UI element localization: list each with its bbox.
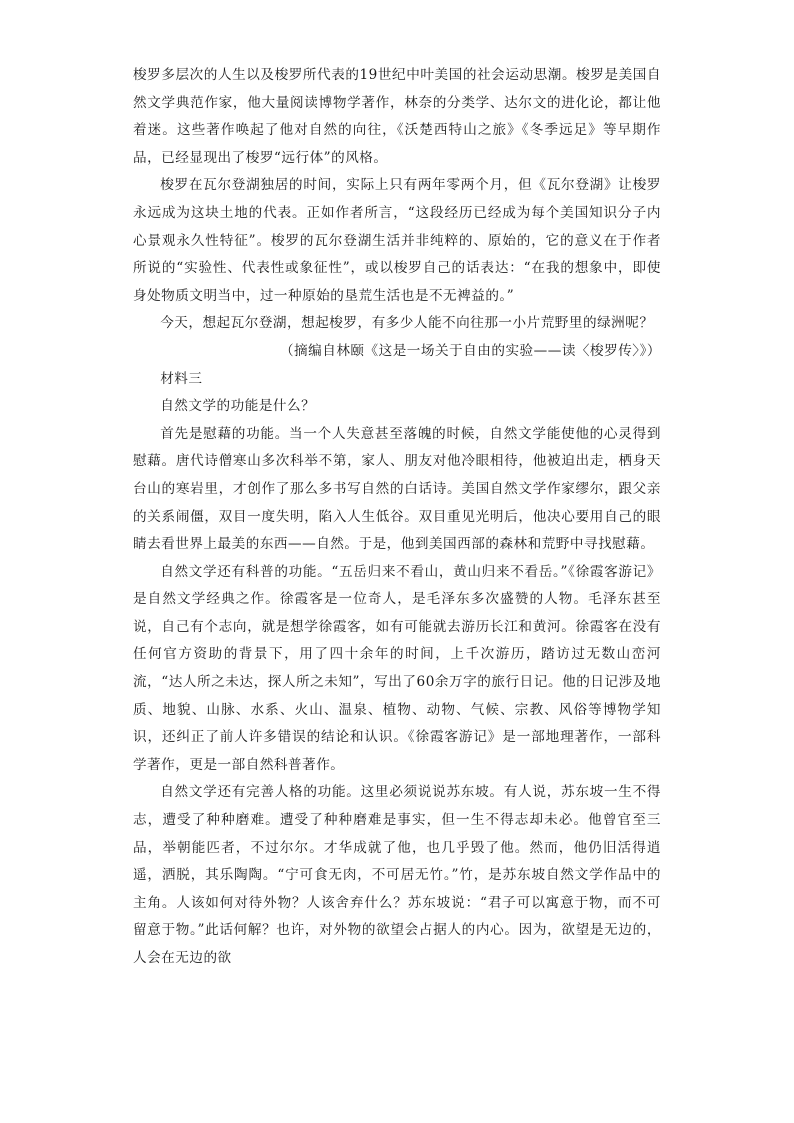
paragraph-question: 自然文学的功能是什么？ [160,398,316,415]
paragraph-walden-today: 今天，想起瓦尔登湖，想起梭罗，有多少人能不向往那一小片荒野里的绿洲呢？ [160,315,654,332]
section-heading-material-three: 材料三 [160,370,203,387]
paragraph-science: 自然文学还有科普的功能。“五岳归来不看山，黄山归来不看岳。”《徐霞客游记》是自然文学经典之作。徐霞客是一位奇人，是毛泽东多次盛赞的人物。毛泽东甚至说，自己有个志向，就是想学徐霞客，如有可能就去游历长江和黄河。徐霞客在没有任何官方资助的背景下，用了四十余年的时间，上千次游历，踏访过无数山峦河流，“达人所之未达，探人所之未知”，写出了60余万字的旅行日记。他的日记涉及地质、地貌、山脉、水系、火山、温泉、植物、动物、气候、宗教、风俗等博物学知识，还纠正了前人许多错误的结论和认识。《徐霞客游记》是一部地理著作，一部科学著作，更是一部自然科普著作。 [133,563,661,773]
document-body [133,62,661,973]
source-citation: （摘编自林颐《这是一场关于自由的实验——读〈梭罗传〉》） [279,342,661,359]
paragraph-consolation: 首先是慰藉的功能。当一个人失意甚至落魄的时候，自然文学能使他的心灵得到慰藉。唐代诗僧寒山多次科举不第，家人、朋友对他冷眼相待，他被迫出走，栖身天台山的寒岩里，才创作了那么多书写自然的白话诗。美国自然文学作家缪尔，跟父亲的关系闹僵，双目一度失明，陷入人生低谷。双目重见光明后，他决心要用自己的眼睛去看世界上最美的东西——自然。于是，他到美国西部的森林和荒野中寻找慰藉。 [133,425,661,553]
paragraph-thoreau-intro: 梭罗多层次的人生以及梭罗所代表的19世纪中叶美国的社会运动思潮。梭罗是美国自然文学典范作家，他大量阅读博物学著作，林奈的分类学、达尔文的进化论，都让他着迷。这些著作唤起了他对自然的向往，《沃楚西特山之旅》《冬季远足》等早期作品，已经显现出了梭罗“远行体”的风格。 [133,67,661,166]
paragraph-personality: 自然文学还有完善人格的功能。这里必须说说苏东坡。有人说，苏东坡一生不得志，遭受了种种磨难。遭受了种种磨难是事实，但一生不得志却未必。他曾官至三品，举朝能匹者，不过尔尔。才华成就了他，也几乎毁了他。然而，他仍旧活得逍遥，洒脱，其乐陶陶。“宁可食无肉，不可居无竹。”竹，是苏东坡自然文学作品中的主角。人该如何对待外物？人该舍弃什么？苏东坡说：“君子可以寓意于物，而不可留意于物。”此话何解？也许，对外物的欲望会占据人的内心。因为，欲望是无边的，人会在无边的欲 [133,784,661,966]
paragraph-walden-life: 梭罗在瓦尔登湖独居的时间，实际上只有两年零两个月，但《瓦尔登湖》让梭罗永远成为这块土地的代表。正如作者所言，“这段经历已经成为每个美国知识分子内心景观永久性特征”。梭罗的瓦尔登湖生活并非纯粹的、原始的，它的意义在于作者所说的“实验性、代表性或象征性”，或以梭罗自己的话表达：“在我的想象中，即使身处物质文明当中，过一种原始的垦荒生活也是不无裨益的。” [133,177,661,304]
